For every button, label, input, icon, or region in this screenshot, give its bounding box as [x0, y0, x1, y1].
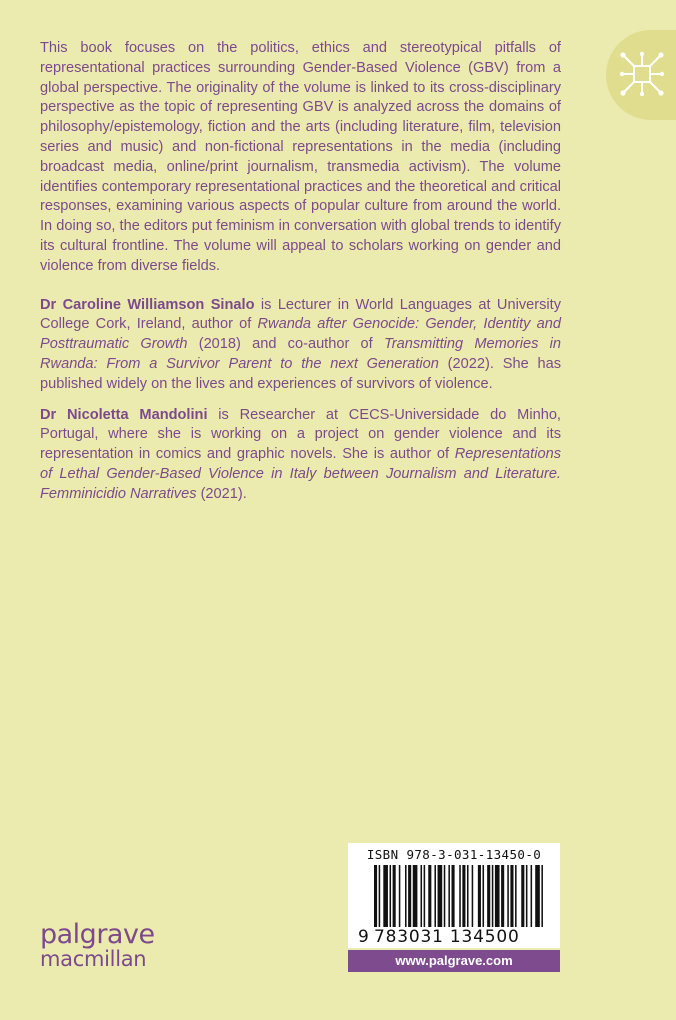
isbn-first-digit: 9 — [358, 927, 369, 947]
bio-text: (2022). She has published widely on the lives and experiences of survivors of violence. — [40, 355, 562, 392]
publisher-logo — [40, 919, 155, 972]
editor-name: Dr Caroline Williamson Sinalo — [40, 296, 255, 313]
publisher-logo-line2: macmillan — [40, 947, 147, 971]
bio-text: is Lecturer in World Languages at University College Cork, Ireland, author of — [40, 296, 561, 333]
editor-name: Dr Nicoletta Mandolini — [40, 406, 208, 423]
isbn-barcode — [348, 843, 560, 948]
editor-bio-1 — [40, 296, 561, 395]
editor-bio-2 — [40, 406, 561, 505]
book-title: Representations of Lethal Gender-Based Violence in Italy between Journalism and Literature. Femminicidio Narratives — [40, 446, 561, 502]
bio-text: (2018) and co-author of — [187, 336, 384, 353]
back-cover-text — [40, 39, 561, 516]
publisher-logo-line1: palgrave — [40, 919, 155, 950]
isbn-digits: 783031 134500 — [374, 927, 520, 947]
isbn-label: ISBN 978-3-031-13450-0 — [366, 847, 542, 862]
book-title: Rwanda after Genocide: Gender, Identity and Posttraumatic Growth — [40, 316, 562, 353]
publisher-url[interactable]: www.palgrave.com — [348, 950, 560, 972]
bio-text: (2021). — [196, 485, 247, 502]
bio-text: is Researcher at CECS-Universidade do Minho, Portugal, where she is working on a project on gender violence and its representation in comics and graphic novels. She is author of — [40, 406, 561, 463]
palgrave-network-icon — [618, 50, 666, 98]
series-badge — [606, 30, 676, 120]
book-title: Transmitting Memories in Rwanda: From a Survivor Parent to the next Generation — [40, 336, 561, 372]
book-blurb: This book focuses on the politics, ethics and stereotypical pitfalls of representational practices surrounding Gender-Based Violence (GBV) from a global perspective. The originality of the volume is linked to its cross-disciplinary perspective as the topic of representing GBV is analyzed across the domains of philosophy/epistemology, fiction and the arts (including literature, film, television series and music) and non-fictional representations in the media (including broadcast media, online/print journalism, transmedia activism). The volume identifies contemporary representational practices and the theoretical and critical responses, examining various aspects of popular culture from around the world. In doing so, the editors put feminism in conversation with global trends to identify its cultural frontline. The volume will appeal to scholars working on gender and violence from diverse fields. — [40, 40, 561, 274]
